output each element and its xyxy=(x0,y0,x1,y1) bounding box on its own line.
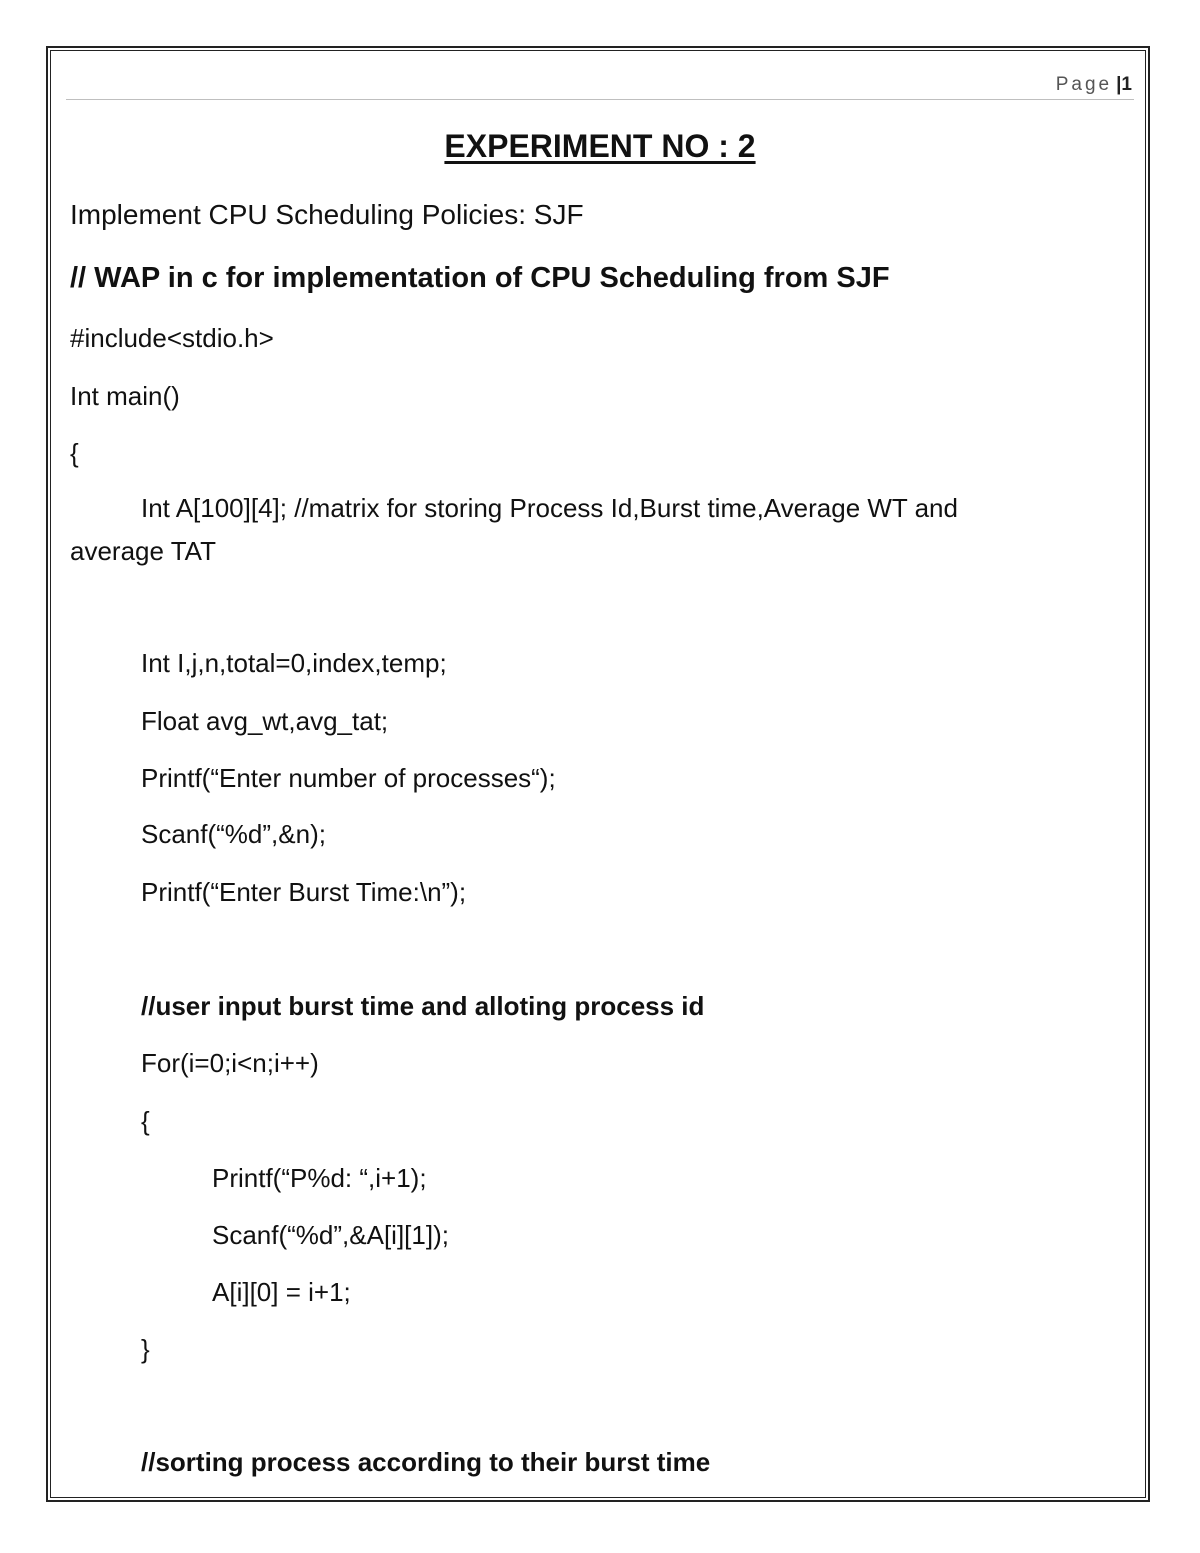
header-rule xyxy=(66,99,1134,100)
code-line-scanf-n: Scanf(“%d”,&n); xyxy=(141,819,326,849)
code-line-main: Int main() xyxy=(70,381,180,411)
code-comment-sort: //sorting process according to their burst time xyxy=(141,1447,711,1477)
heading-comment: // WAP in c for implementation of CPU Scheduling from SJF xyxy=(70,262,890,294)
code-line-for: For(i=0;i<n;i++) xyxy=(141,1048,319,1078)
code-comment-input: //user input burst time and alloting process id xyxy=(141,991,705,1021)
code-line-var-decl: Int I,j,n,total=0,index,temp; xyxy=(141,648,447,678)
code-line-include: #include<stdio.h> xyxy=(70,323,274,353)
code-line-array-decl-wrap: average TAT xyxy=(70,536,216,566)
code-line-assign-pid: A[i][0] = i+1; xyxy=(212,1277,351,1307)
code-line-float-decl: Float avg_wt,avg_tat; xyxy=(141,706,389,736)
page-number: 1 xyxy=(1121,74,1132,95)
document-title: EXPERIMENT NO : 2 xyxy=(444,128,756,164)
code-line-loop-close: } xyxy=(141,1334,150,1364)
code-line-open-brace: { xyxy=(70,438,79,468)
code-line-scanf-burst: Scanf(“%d”,&A[i][1]); xyxy=(212,1220,449,1250)
code-line-loop-open: { xyxy=(141,1106,150,1136)
code-line-printf-pid: Printf(“P%d: “,i+1); xyxy=(212,1163,427,1193)
page-number-header xyxy=(1056,74,1132,96)
code-line-printf-processes: Printf(“Enter number of processes“); xyxy=(141,763,556,793)
subtitle: Implement CPU Scheduling Policies: SJF xyxy=(70,199,584,230)
code-line-array-decl: Int A[100][4]; //matrix for storing Process Id,Burst time,Average WT and xyxy=(141,493,958,523)
page-word: Page xyxy=(1055,74,1113,95)
page-separator: | xyxy=(1116,74,1122,95)
code-line-printf-burst: Printf(“Enter Burst Time:\n”); xyxy=(141,877,467,907)
